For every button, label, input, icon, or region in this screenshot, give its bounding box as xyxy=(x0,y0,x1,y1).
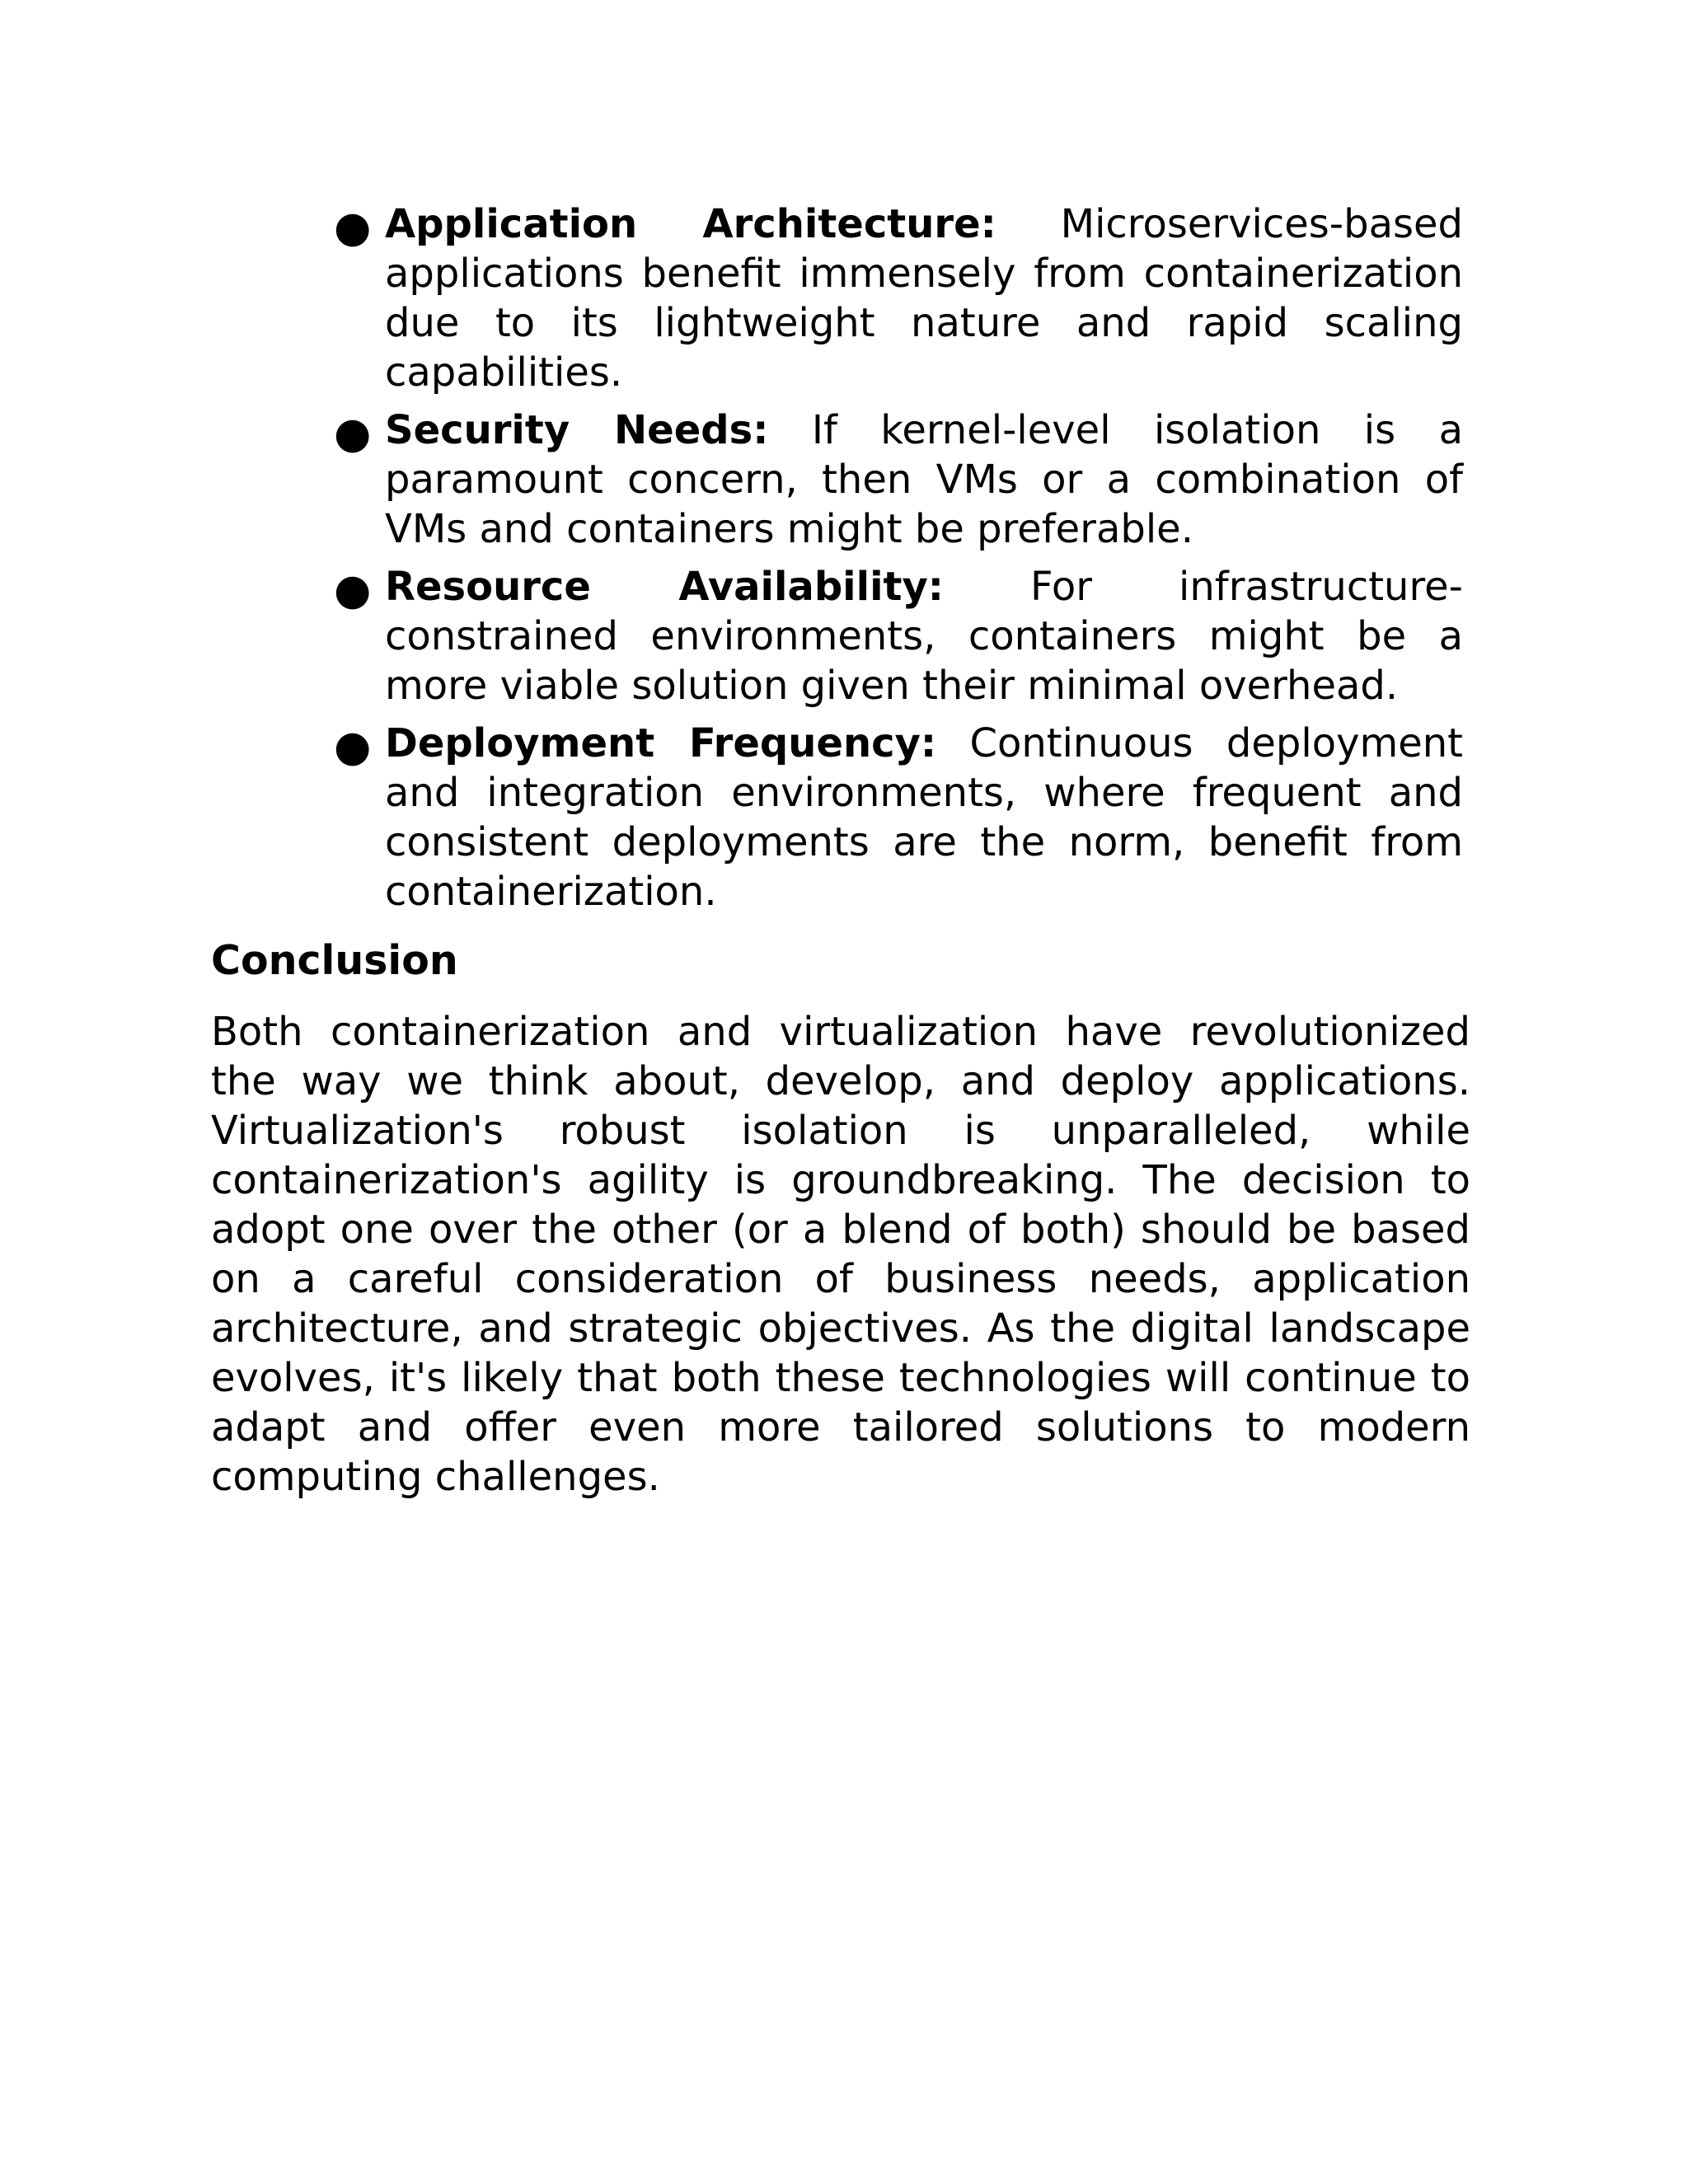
list-item xyxy=(334,562,1463,710)
bullet-icon: ● xyxy=(334,409,372,458)
bullet-term: Security Needs: xyxy=(385,407,769,453)
bullet-icon: ● xyxy=(334,565,372,615)
bullet-term: Deployment Frequency: xyxy=(385,720,937,766)
conclusion-paragraph: Both containerization and virtualization have revolutionized the way we think about, develop, and deploy applications. Virtualization's robust isolation is unparalleled, while containerization's agility is groundbreaking. The decision to adopt one over the other (or a blend of both) should be based on a careful consideration of business needs, application architecture, and strategic objectives. As the digital landscape evolves, it's likely that both these technologies will continue to adapt and offer even more tailored solutions to modern computing challenges. xyxy=(211,1009,1470,1500)
bullet-text: If kernel-level isolation is a paramount concern, then VMs or a combination of VMs and containers might be preferable. xyxy=(385,407,1463,552)
bullet-text: Microservices-based applications benefit immensely from containerization due to its lightweight nature and rapid scaling capabilities. xyxy=(385,201,1463,396)
bullet-text: Continuous deployment and integration environments, where frequent and consistent deployments are the norm, benefit from containerization. xyxy=(385,720,1464,915)
considerations-list xyxy=(334,199,1463,925)
conclusion-heading: Conclusion xyxy=(211,937,458,984)
bullet-icon: ● xyxy=(334,203,372,252)
bullet-icon: ● xyxy=(334,722,372,771)
list-item xyxy=(334,405,1463,554)
bullet-term: Application Architecture: xyxy=(385,201,996,247)
bullet-text: For infrastructure-constrained environments, containers might be a more viable solution given their minimal overhead. xyxy=(385,564,1464,709)
bullet-term: Resource Availability: xyxy=(385,564,944,610)
list-item xyxy=(334,719,1463,916)
list-item xyxy=(334,199,1463,397)
